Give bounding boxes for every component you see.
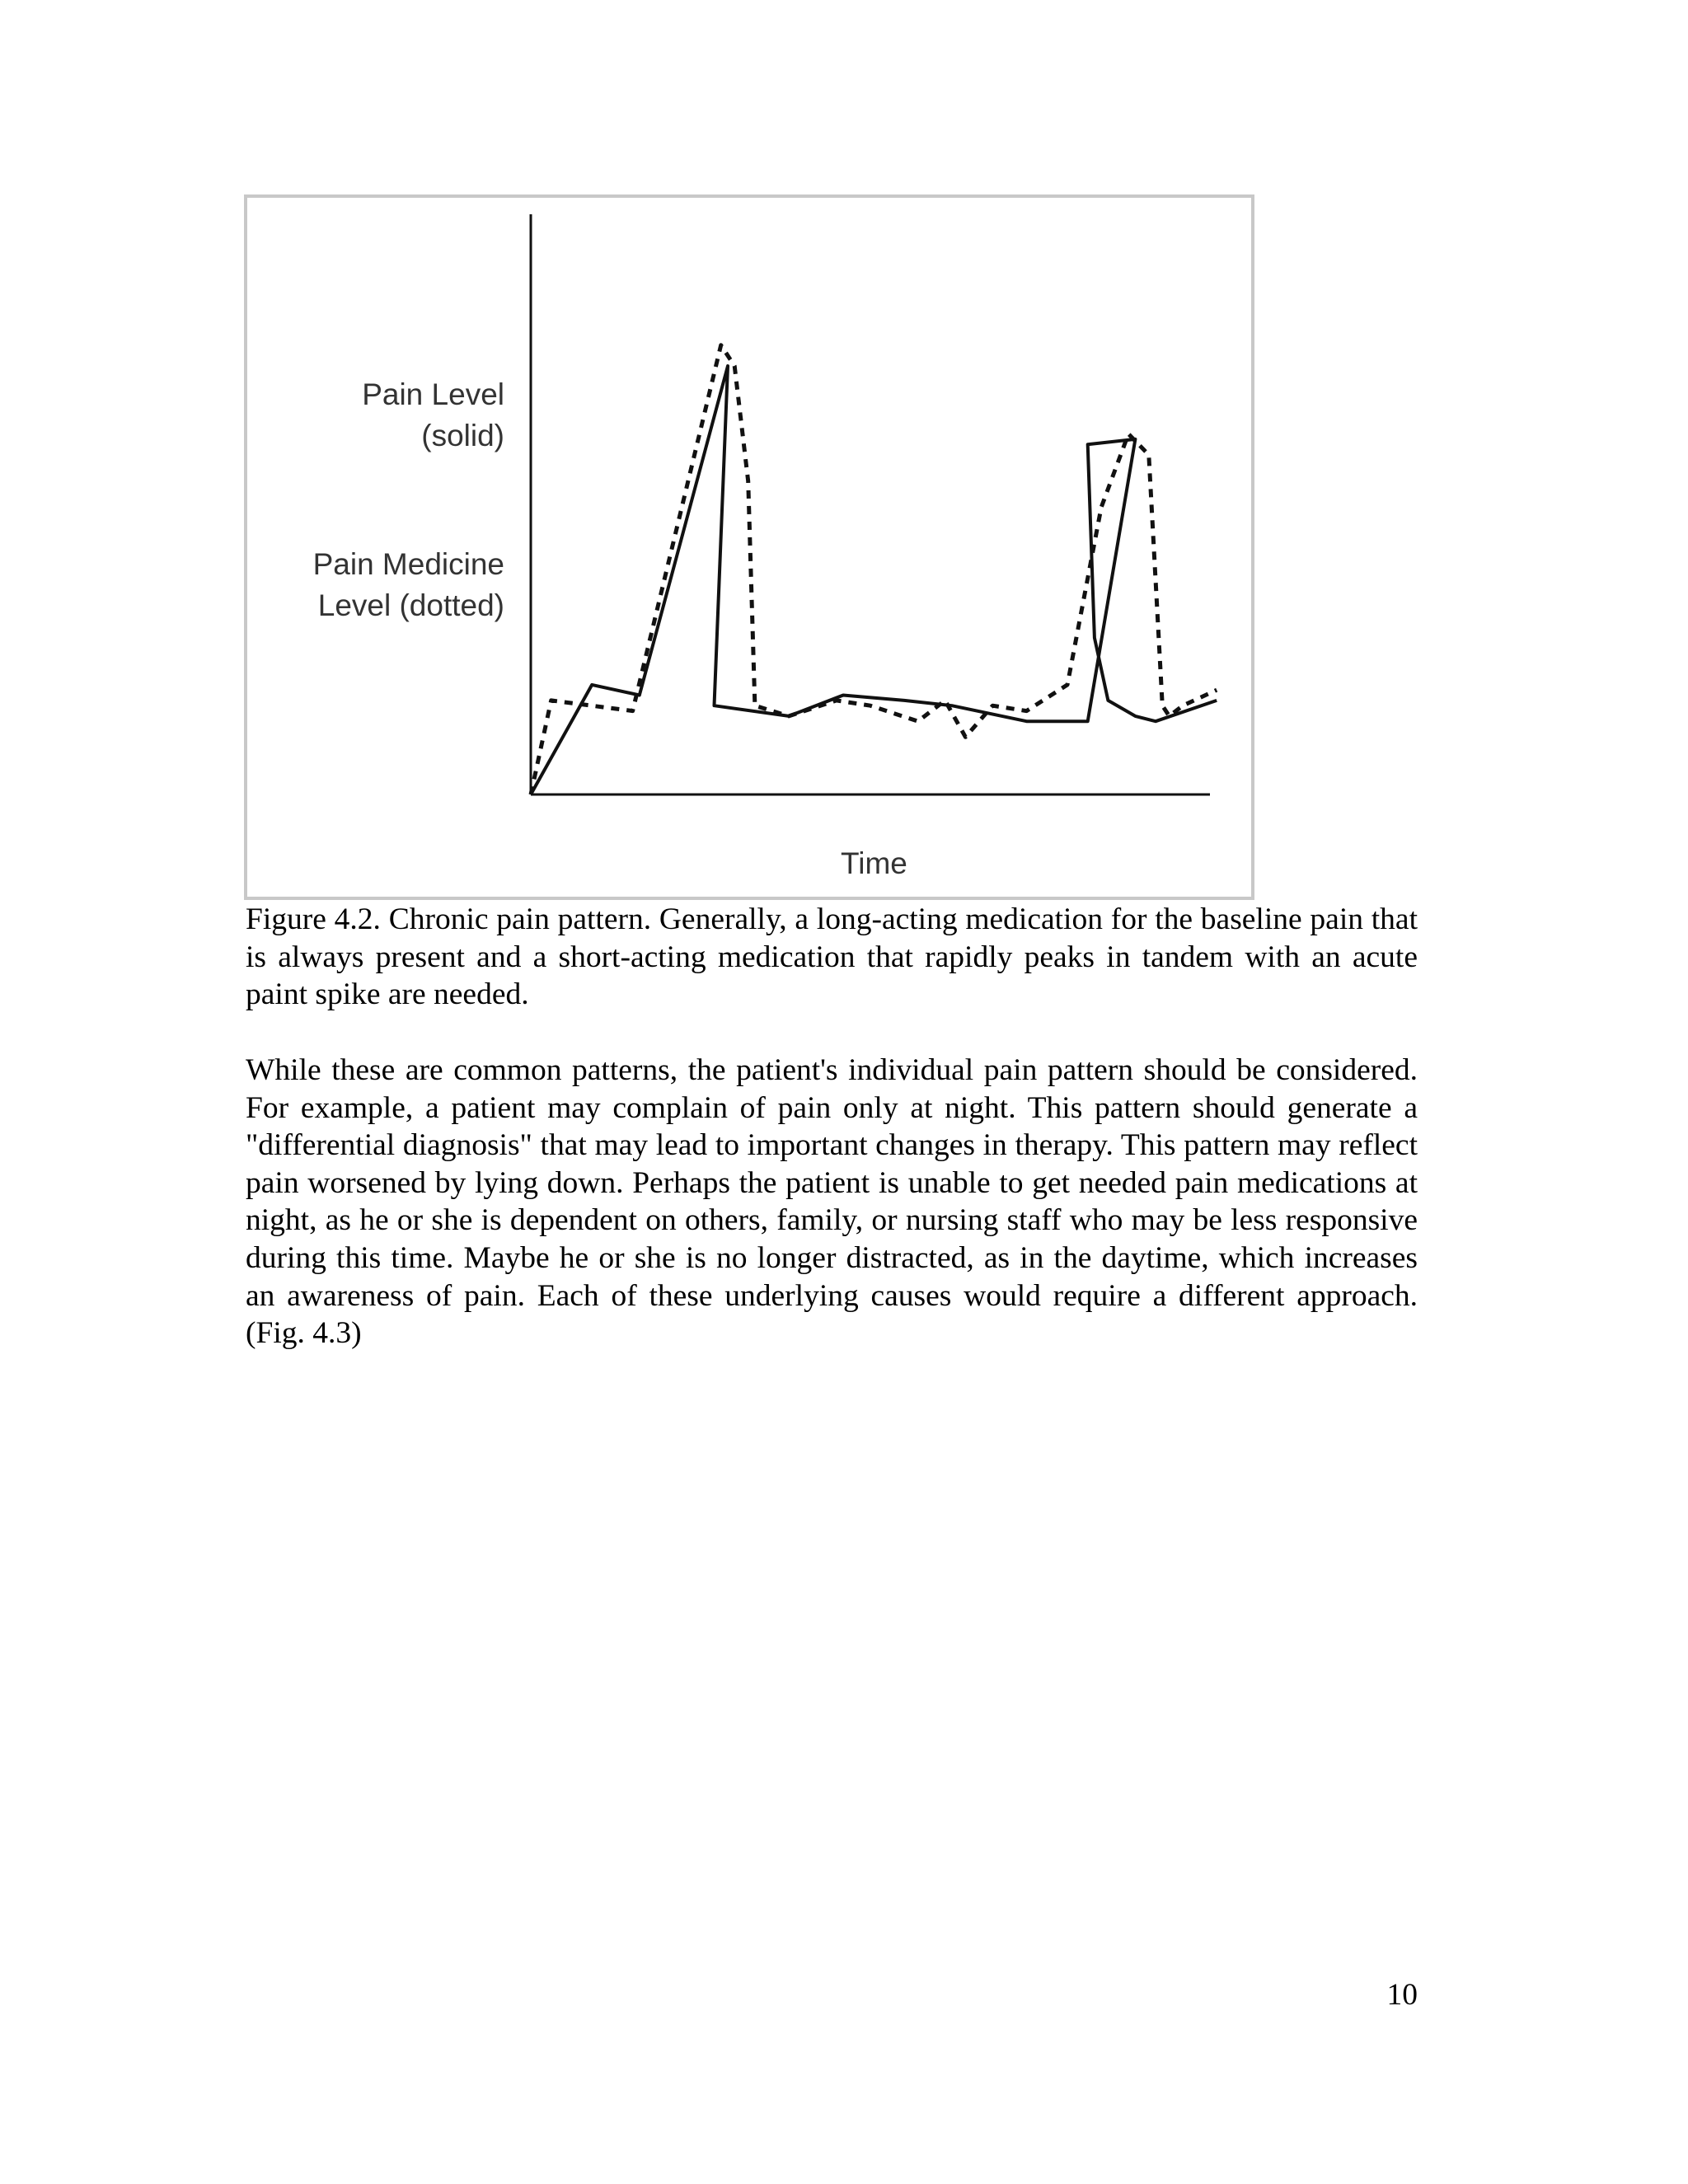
y-axis-label-pain-line1: Pain Level — [362, 377, 504, 411]
page-number: 10 — [1386, 1978, 1418, 2012]
body-paragraph: While these are common patterns, the patient's individual pain pattern should be considered. For example, a patient may complain of pain only at night. This pattern should generate a "differential diagnosis" that may lead to important changes in therapy. This pattern may reflect pain worsened by lying down. Perhaps the patient is unable to get needed pain medications at night, as he or she is dependent on others, family, or nursing staff who may be less responsive during this time. Maybe he or she is no longer distracted, as in the daytime, which increases an awareness of pain. Each of these underlying causes would require a different approach. (Fig. 4.3) — [246, 1053, 1418, 1351]
y-axis-label-medicine-line1: Pain Medicine — [312, 547, 504, 581]
figure-caption: Figure 4.2. Chronic pain pattern. Generally, a long-acting medication for the baseline pain that is always present and a short-acting medication that rapidly peaks in tandem with an acute paint spike are needed. — [246, 902, 1418, 1012]
y-axis-label-pain-line2: (solid) — [421, 419, 504, 452]
figure-4-2 — [244, 194, 1254, 900]
y-axis-label-medicine — [313, 544, 504, 626]
y-axis-label-pain — [362, 374, 504, 457]
series-line-pain-level — [531, 366, 1217, 794]
y-axis-label-medicine-line2: Level (dotted) — [317, 588, 504, 622]
x-axis-label-time: Time — [841, 846, 907, 880]
series-layer — [531, 345, 1217, 794]
